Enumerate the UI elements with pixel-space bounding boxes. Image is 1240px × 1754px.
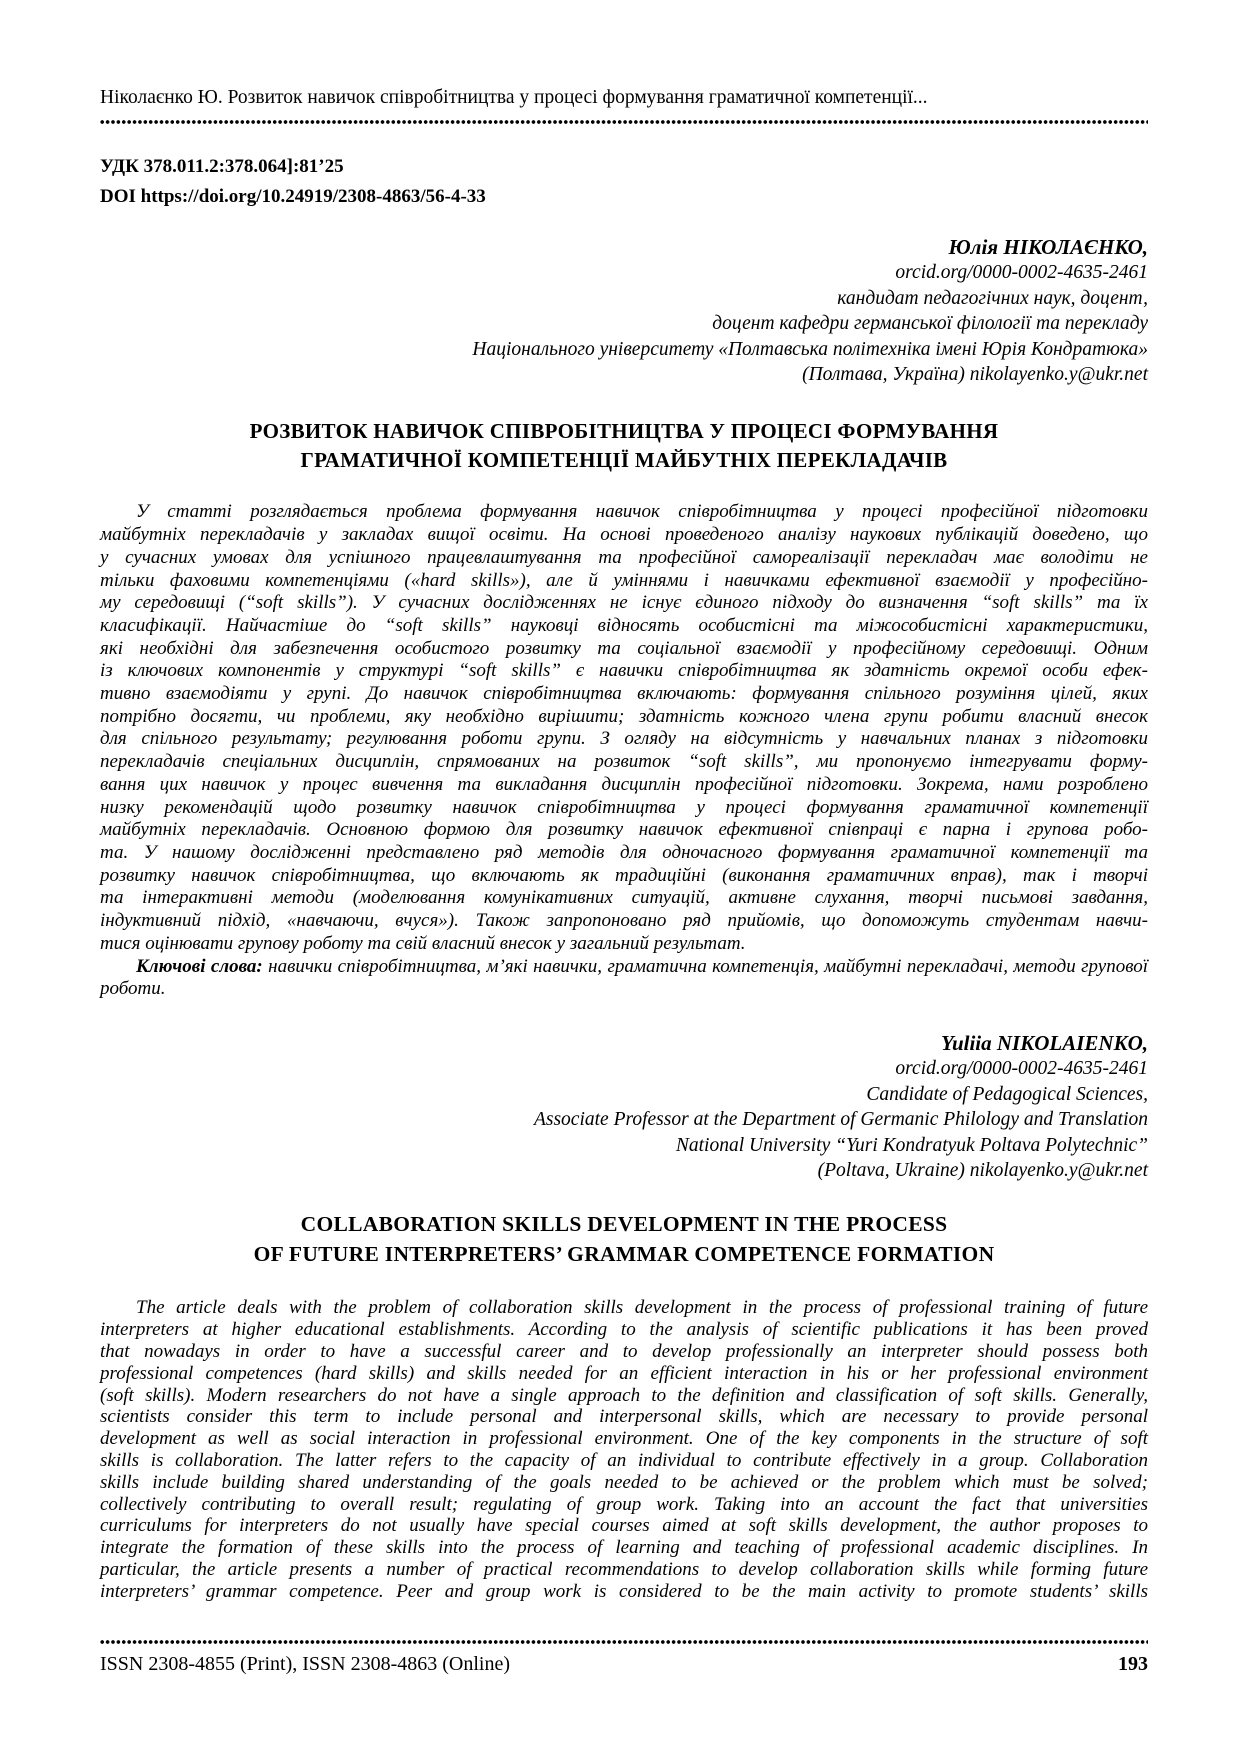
- dotted-rule-top: [100, 119, 1148, 125]
- text-line: потрібно досягти, чи проблеми, яку необхідно вирішити; здатність кожного члена групи робити власний внесок: [100, 705, 1148, 727]
- doi-line: DOI https://doi.org/10.24919/2308-4863/56-4-33: [100, 186, 486, 207]
- text-line: interpreters at higher educational establishments. According to the analysis of scientific publications it has been proved: [100, 1319, 1148, 1341]
- abstract-uk: [100, 501, 1148, 955]
- author-block-en: [100, 1031, 1148, 1183]
- article-title-en: [100, 1209, 1148, 1269]
- text-line: collectively contributing to overall result; regulating of group work. Taking into an account the fact that universities: [100, 1493, 1148, 1515]
- text-line: orcid.org/0000-0002-4635-2461: [895, 1058, 1148, 1080]
- keywords-label-uk: Ключові слова:: [136, 955, 263, 977]
- text-line: (Poltava, Ukraine) nikolayenko.y@ukr.net: [817, 1159, 1148, 1181]
- text-line: кандидат педагогічних наук, доцент,: [837, 287, 1148, 309]
- text-line: тивно взаємодіяти у групі. До навичок співробітництва включають: формування спільного розуміння цілей, яких: [100, 683, 1148, 705]
- text-line: доцент кафедри германської філології та перекладу: [712, 313, 1148, 335]
- keywords-uk: [100, 956, 1148, 1001]
- text-line: Associate Professor at the Department of Germanic Philology and Translation: [533, 1109, 1148, 1131]
- dotted-rule-bottom: [100, 1639, 1148, 1645]
- running-head: Ніколаєнко Ю. Розвиток навичок співробітництва у процесі формування граматичної компетенції...: [100, 87, 928, 108]
- text-line: National University “Yuri Kondratyuk Poltava Polytechnic”: [675, 1134, 1148, 1156]
- text-line: (Полтава, Україна) nikolayenko.y@ukr.net: [802, 364, 1148, 386]
- text-line: індуктивний підхід, «навчаючи, вчуся»). Також запропоновано ряд прийомів, що допоможуть студентам навчи-: [100, 910, 1148, 932]
- text-line: COLLABORATION SKILLS DEVELOPMENT IN THE PROCESS: [300, 1212, 948, 1237]
- keywords-text-uk: навички співробітництва, м’які навички, граматична компетенція, майбутні перекладачі, методи групової роботи.: [100, 955, 1148, 1000]
- text-line: development as well as social interaction in professional environment. One of the key components in the structure of soft: [100, 1428, 1148, 1450]
- text-line: Юлія НІКОЛАЄНКО,: [948, 235, 1148, 259]
- text-line: перекладачів спеціальних дисциплін, спрямованих на розвиток “soft skills”, ми пропонуємо інтегрувати форму-: [100, 751, 1148, 773]
- text-line: для спільного результату; регулювання роботи групи. З огляду на відсутність у навчальних планах з підготовки: [100, 728, 1148, 750]
- udc-doi-block: [100, 152, 1148, 212]
- text-line: skills is collaboration. The latter refers to the capacity of an individual to contribute effectively in a group. Collaboration: [100, 1449, 1148, 1471]
- text-line: із ключових компонентів у структурі “soft skills” є навички співробітництва як здатність окремої особи ефек-: [100, 660, 1148, 682]
- text-line: РОЗВИТОК НАВИЧОК СПІВРОБІТНИЦТВА У ПРОЦЕСІ ФОРМУВАННЯ: [249, 419, 999, 444]
- text-line: Yuliia NIKOLAIENKO,: [941, 1030, 1148, 1055]
- text-line: майбутніх перекладачів у закладах вищої освіти. На основі проведеного аналізу наукових публікацій доведено, що: [100, 524, 1148, 546]
- text-line: низку рекомендацій щодо розвитку навичок співробітництва у процесі формування граматичної компетенції: [100, 796, 1148, 818]
- text-line: та. У нашому дослідженні представлено ряд методів для одночасного формування граматичної компетенції та: [100, 841, 1148, 863]
- text-line: У статті розглядається проблема формування навичок співробітництва у процесі професійної підготовки: [136, 501, 1148, 523]
- text-line: skills include building shared understanding of the goals needed to be achieved or the problem which must be solved;: [100, 1471, 1148, 1493]
- text-line: scientists consider this term to include personal and interpersonal skills, which are necessary to provide personal: [100, 1406, 1148, 1428]
- author-block-uk: [100, 235, 1148, 387]
- text-line: professional competences (hard skills) and skills needed for an efficient interaction in his or her professional environment: [100, 1362, 1148, 1384]
- article-title-uk: [100, 417, 1148, 475]
- abstract-en: [100, 1297, 1148, 1602]
- text-line: (soft skills). Modern researchers do not have a single approach to the definition and classification of soft skills. Generally,: [100, 1384, 1148, 1406]
- text-line: ГРАМАТИЧНОЇ КОМПЕТЕНЦІЇ МАЙБУТНІХ ПЕРЕКЛАДАЧІВ: [300, 448, 948, 473]
- text-line: interpreters’ grammar competence. Peer and group work is considered to be the main activity to promote students’ skills: [100, 1580, 1148, 1602]
- issn-line: ISSN 2308-4855 (Print), ISSN 2308-4863 (Online): [100, 1653, 510, 1675]
- page-footer: [100, 1630, 1148, 1676]
- text-line: му середовищі (“soft skills”). У сучасних дослідженнях не існує єдиного підходу до визначення “soft skills” та їх: [100, 592, 1148, 614]
- text-line: orcid.org/0000-0002-4635-2461: [895, 262, 1148, 284]
- text-line: тися оцінювати групову роботу та свій власний внесок у загальний результат.: [100, 932, 746, 954]
- text-line: класифікації. Найчастіше до “soft skills” науковці відносять особистісні та міжособистісні характеристики,: [100, 614, 1148, 636]
- text-line: майбутніх перекладачів. Основною формою для розвитку навичок ефективної співпраці є парна і групова робо-: [100, 819, 1148, 841]
- text-line: OF FUTURE INTERPRETERS’ GRAMMAR COMPETENCE FORMATION: [253, 1242, 995, 1267]
- text-line: integrate the formation of these skills into the process of learning and teaching of professional academic disciplines. In: [100, 1537, 1148, 1559]
- text-line: particular, the article presents a number of practical recommendations to develop collaboration skills while forming future: [100, 1558, 1148, 1580]
- text-line: that nowadays in order to have a successful career and to develop professionally an interpreter should possess both: [100, 1340, 1148, 1362]
- text-line: вання цих навичок у процес вивчення та викладання дисциплін професійної підготовки. Зокрема, нами розроблено: [100, 773, 1148, 795]
- text-line: The article deals with the problem of collaboration skills development in the process of professional training of future: [136, 1297, 1148, 1319]
- text-line: розвитку навичок співробітництва, що включають як традиційні (виконання граматичних вправ), так і творчі: [100, 864, 1148, 886]
- page-number: 193: [1118, 1653, 1148, 1675]
- text-line: які необхідні для забезпечення особистого розвитку та соціальної взаємодії у професійному середовищі. Одним: [100, 637, 1148, 659]
- text-line: у сучасних умовах для успішного працевлаштування та професійної самореалізації перекладач має володіти не: [100, 546, 1148, 568]
- text-line: Національного університету «Полтавська політехніка імені Юрія Кондратюка»: [472, 338, 1148, 360]
- text-line: curriculums for interpreters do not usually have special courses aimed at soft skills development, the author proposes to: [100, 1515, 1148, 1537]
- udc-number: УДК 378.011.2:378.064]:81’25: [100, 156, 344, 177]
- text-line: тільки фаховими компетенціями («hard skills»), але й уміннями і навичками ефективної взаємодії у професійно-: [100, 569, 1148, 591]
- text-line: та інтерактивні методи (моделювання комунікативних ситуацій, активне слухання, творчі письмові завдання,: [100, 887, 1148, 909]
- text-line: Candidate of Pedagogical Sciences,: [866, 1083, 1148, 1105]
